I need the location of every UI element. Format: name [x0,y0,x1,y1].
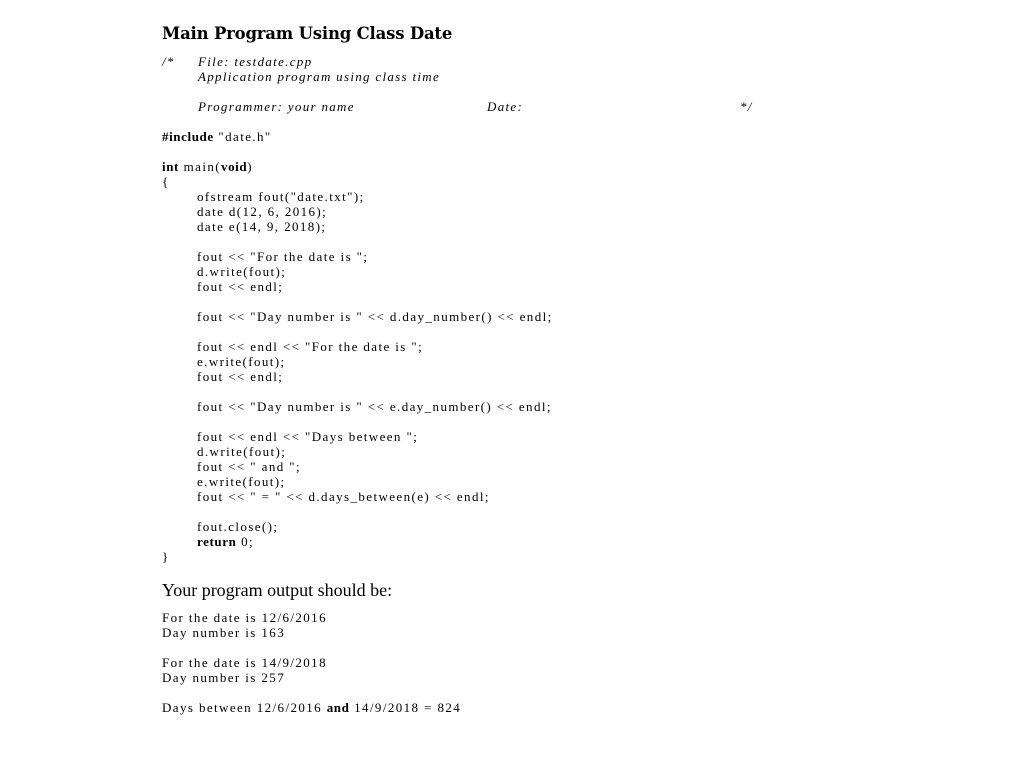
main-name: main( [178,159,221,174]
main-paren-close: ) [247,159,253,174]
open-brace: { [162,174,169,189]
code-line: fout << endl << "Days between "; [197,429,419,444]
code-line: date d(12, 6, 2016); [197,204,328,219]
return-keyword: return [197,534,237,549]
code-line: fout << "Day number is " << e.day_number() << endl; [197,399,552,414]
code-line: e.write(fout); [197,354,286,369]
int-keyword: int [162,159,179,174]
code-line: fout << " and "; [197,459,301,474]
comment-file-label: File: testdate.cpp [198,54,313,69]
output-days-pre: Days between 12/6/2016 [162,700,327,715]
code-line: d.write(fout); [197,444,287,459]
code-line: fout << endl << "For the date is "; [197,339,424,354]
code-line: fout.close(); [197,519,279,534]
code-line: ofstream fout("date.txt"); [197,189,365,204]
return-line [197,534,254,549]
code-line: fout << " = " << d.days_between(e) << endl; [197,489,490,504]
code-line: fout << "Day number is " << d.day_number() << endl; [197,309,553,324]
main-signature [162,159,253,174]
close-brace: } [162,549,169,564]
code-line: fout << "For the date is "; [197,249,369,264]
include-line [162,129,272,144]
code-line: e.write(fout); [197,474,286,489]
code-line: d.write(fout); [197,264,287,279]
return-value: 0; [236,534,255,549]
comment-date: Date: [487,99,524,114]
page-title: Main Program Using Class Date [162,24,453,43]
comment-programmer: Programmer: your name [198,99,355,114]
output-line: Day number is 257 [162,670,286,685]
output-heading: Your program output should be: [162,580,393,600]
output-line-days-between [162,700,461,715]
include-keyword: #include [162,129,214,144]
code-line: date e(14, 9, 2018); [197,219,327,234]
output-line: Day number is 163 [162,625,286,640]
include-file: "date.h" [213,129,272,144]
output-line: For the date is 14/9/2018 [162,655,327,670]
void-keyword: void [220,159,248,174]
code-line: fout << endl; [197,369,284,384]
code-line: fout << endl; [197,279,284,294]
output-days-post: 14/9/2018 = 824 [349,700,462,715]
output-and-keyword: and [326,700,350,715]
output-line: For the date is 12/6/2016 [162,610,327,625]
comment-open: /* [162,54,175,69]
comment-close: */ [740,99,753,114]
comment-description: Application program using class time [198,69,441,84]
